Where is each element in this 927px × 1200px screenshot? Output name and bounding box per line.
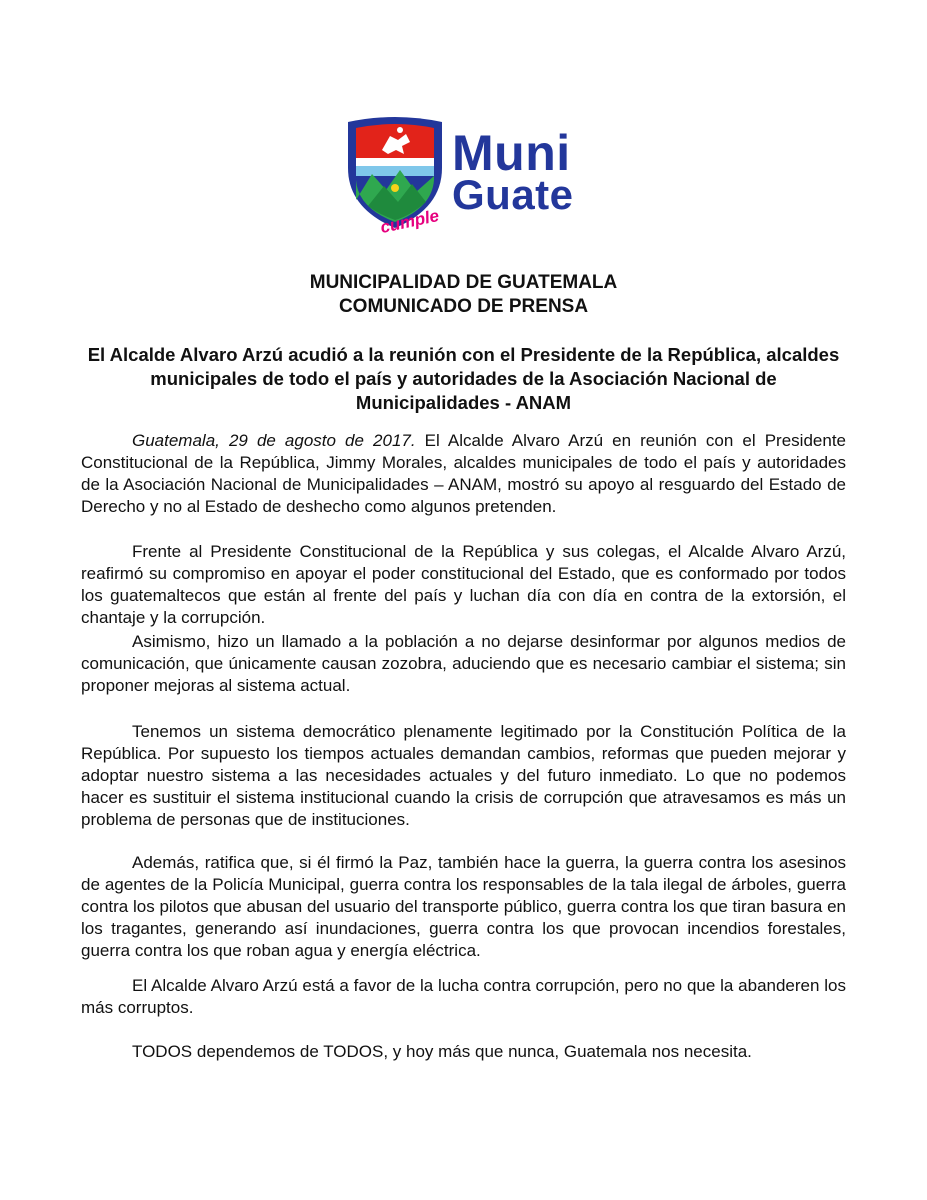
paragraph-6: El Alcalde Alvaro Arzú está a favor de la lucha contra corrupción, pero no que la abanderen los más corruptos. (81, 976, 846, 1017)
paragraph-5: Además, ratifica que, si él firmó la Paz, también hace la guerra, la guerra contra los asesinos de agentes de la Policía Municipal, guerra contra los responsables de la tala ilegal de árboles, guerra contra los pilotos que abusan del usuario del transporte público, guerra contra los que tiran basura en los tragantes, generando así inundaciones, guerra contra los que provocan incendios forestales, guerra contra los que roban agua y energía eléctrica. (81, 853, 846, 960)
brand-line-muni: Muni (452, 125, 571, 181)
paragraph-3: Asimismo, hizo un llamado a la población a no dejarse desinformar por algunos medios de comunicación, que únicamente causan zozobra, aduciendo que es necesario cambiar el sistema; sin proponer mejoras al sistema actual. (81, 632, 846, 695)
paragraph-7: TODOS dependemos de TODOS, y hoy más que nunca, Guatemala nos necesita. (132, 1042, 752, 1061)
document-type-heading: COMUNICADO DE PRENSA (338, 296, 589, 317)
brand-wordmark (452, 125, 574, 218)
dateline: Guatemala, 29 de agosto de 2017. (132, 431, 416, 450)
paragraph-4: Tenemos un sistema democrático plenamente legitimado por la Constitución Política de la República. Por supuesto los tiempos actuales demandan cambios, reformas que pueden mejorar y adoptar nuestro sistema a las necesidades actuales y del futuro inmediato. Lo que no podemos hacer es sustituir el sistema institucional cuando la crisis de corrupción que atravesamos es más un problema de personas que de instituciones. (81, 722, 846, 829)
paragraph-1 (81, 430, 846, 518)
press-release-subtitle: El Alcalde Alvaro Arzú acudió a la reunión con el Presidente de la República, alcaldes municipales de todo el país y autoridades de la Asociación Nacional de Municipalidades - ANAM (87, 344, 840, 413)
muniguate-logo (340, 110, 600, 250)
paragraph-1-text: El Alcalde Alvaro Arzú en reunión con el Presidente Constitucional de la República, Jimmy Morales, alcaldes municipales de todo el país y autoridades de la Asociación Nacional de Municipalidades – ANAM, mostró su apoyo al resguardo del Estado de Derecho y no al Estado de deshecho como algunos pretenden. (81, 431, 846, 516)
brand-tagline: cumple (378, 206, 441, 237)
brand-line-guate: Guate (452, 171, 574, 218)
organization-heading: MUNICIPALIDAD DE GUATEMALA (309, 272, 618, 293)
paragraph-2: Frente al Presidente Constitucional de la República y sus colegas, el Alcalde Alvaro Arzú, reafirmó su compromiso en apoyar el poder constitucional del Estado, que es conformado por todos los guatemaltecos que están al frente del país y luchan día con día en contra de la extorsión, el chantaje y la corrupción. (81, 542, 846, 627)
